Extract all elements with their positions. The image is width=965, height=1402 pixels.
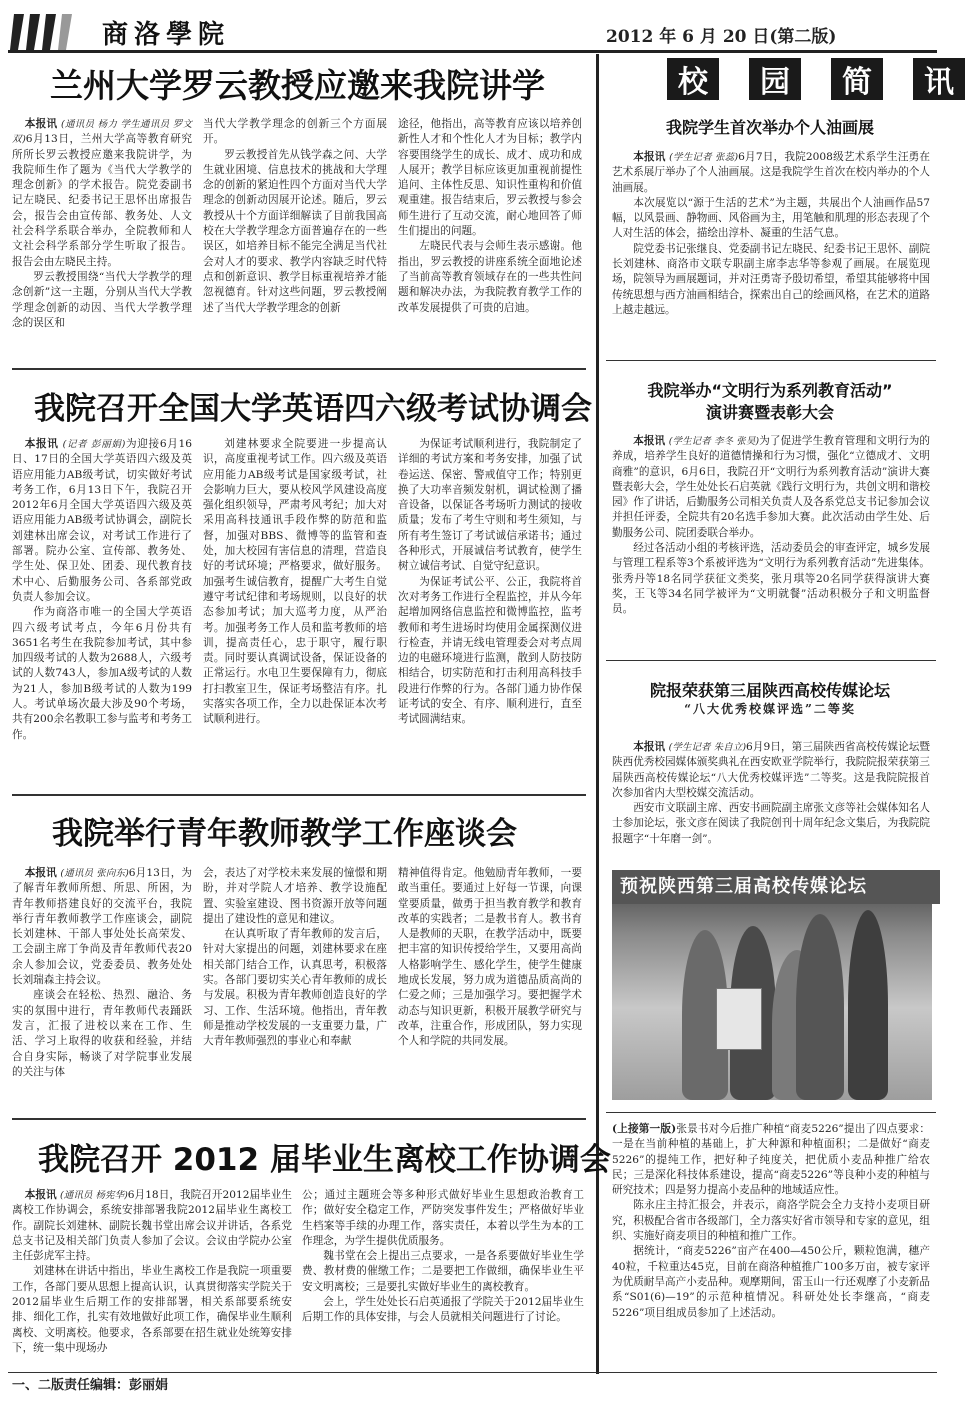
photo-person — [848, 910, 888, 1100]
article3-para: 在认真听取了青年教师的发言后，针对大家提出的问题，刘建林要求在座相关部门结合工作，认真思考，积极落实。各部门要切实关心青年教师的成长与发展。积极为青年教师创造良好的学习、工作、生活环境。他指出，青年教师是推动学校发展的一支重要力量，广大青年教师强烈的事业心和奉献 — [203, 928, 387, 1048]
box-title-char: 简 — [831, 58, 883, 100]
article2-para: 为保证考试顺利进行，我院制定了详细的考试方案和考务安排，加强了试卷运送、保密、警戒值守工作；特别更换了大功率音频发射机，调试检测了播音设备，以保证各考场听力测试的接收质量；发布了考生守则和考生须知，与所有考生签订了考试诚信承诺书；通过各种形式，开展诚信考试教育，使学生树立诚信考试、自觉守纪意识。 — [398, 438, 582, 573]
certificate — [716, 988, 762, 1050]
article4-col1 — [12, 1188, 292, 1364]
article1-para: 左晓民代表与会师生表示感谢。他指出，罗云教授的讲座系统全面地论述了当前高等教育领域存在的一些共性问题和解决办法，为我院教育教学工作的改革发展提供了可贵的启迪。 — [398, 240, 582, 314]
sidebar-item2-body — [612, 434, 930, 649]
article2-title: 我院召开全国大学英语四六级考试协调会 — [34, 391, 592, 427]
sidebar-item3-para: 6月9日，第三届陕西省高校传媒论坛暨陕西优秀校园媒体颁奖典礼在西安欧亚学院举行，我院院报荣获第三届陕西高校传媒论坛“八大优秀校媒评选”二等奖。这是我院院报首次参加省内大型校媒交流活动。 — [612, 741, 931, 799]
sidebar-item2-byline: (学生记者 李冬 张昊) — [668, 436, 760, 447]
section-rule — [12, 794, 586, 796]
article4-title: 我院召开 2012 届毕业生离校工作协调会 — [38, 1142, 611, 1178]
masthead-stripes-logo — [10, 14, 80, 50]
article3-kicker: 本报讯 — [24, 867, 57, 879]
article1-para: 当代大学教学理念的创新三个方面展开。 — [203, 118, 387, 146]
sidebar-item4-para: 张景书对今后推广种植“商麦5226”提出了四点要求：一是在当前种植的基础上，扩大种源和种植面积；二是做好“商麦5226”的提纯工作，把好种子纯度关，把优质小麦品种推广给农民；三是深化科技体系建设，提高“商麦5226”等良种小麦的种植与研究技术；四是努力提高小麦品种的地域适应性。 — [612, 1123, 930, 1197]
bottom-rule — [8, 1372, 937, 1373]
article3-col1 — [12, 866, 192, 1106]
article4-para: 会上，学生处处长石启英通报了学院关于2012届毕业生后期工作的具体安排，与会人员就相关问题进行了讨论。 — [302, 1296, 584, 1324]
article4-byline: (通讯员 杨宪华) — [60, 1190, 128, 1201]
article4-kicker: 本报讯 — [24, 1189, 57, 1201]
article1-title: 兰州大学罗云教授应邀来我院讲学 — [50, 66, 545, 105]
issue-date: 2012 年 6 月 20 日(第二版) — [606, 27, 837, 47]
sidebar-item1-byline: (学生记者 张蕊) — [669, 152, 739, 163]
sidebar-item3-subtitle: “八大优秀校媒评选”二等奖 — [684, 702, 856, 716]
article2-para: 刘建林要求全院要进一步提高认识，高度重视考试工作。四六级及英语应用能力AB级考试是国家级考试，社会影响力巨大，要从校风学风建设高度强化组织领导，严肃考风考纪；加大对采用高科技通讯手段作弊的防范和监督，加强对BBS、微博等的监管和查处，加大校园有害信息的清理，营造良好的考试环境；严格要求，做好服务。加强考生诚信教育，提醒广大考生自觉遵守考试纪律和考场规则，以良好的状态参加考试；加大巡考力度，从严治考。加强考务工作人员和监考教师的培训，提高责任心，忠于职守，履行职责。同时要认真调试设备，保证设备的正常运行。水电卫生要保障有力，彻底打扫教室卫生，保证考场整洁有序。扎实落实各项工作，全力以赴保证本次考试顺利进行。 — [203, 438, 387, 726]
sidebar-item2-title-line2: 演讲赛暨表彰大会 — [705, 403, 834, 422]
article3-para: 精神值得肯定。他勉励青年教师，一要敢当重任。要通过上好每一节课，向课堂要质量，做勇于担当教育教学和教育改革的实践者；二是教书育人。教书育人是教师的天职，在教学活动中，既要把丰富的知识传授给学生，又要用高尚人格影响学生、感化学生，使学生健康地成长发展，努力成为道德品质高尚的仁爱之师；三是加强学习。要把握学术动态与知识更新，积极开展教学研究与改革，注重合作，形成团队，努力实现个人和学院的共同发展。 — [398, 867, 582, 1048]
sidebar-item1-title: 我院学生首次举办个人油画展 — [665, 118, 874, 137]
article3-col2 — [203, 866, 387, 1106]
campus-news-box-title — [667, 58, 965, 100]
sidebar-item3-title: 院报荣获第三届陕西高校传媒论坛 — [649, 681, 890, 700]
photo-person — [796, 914, 844, 1100]
article1-para: 罗云教授围绕“当代大学教学的理念创新”这一主题，分别从当代大学教学理念创新的动因、当代大学教学理念的误区和 — [12, 270, 192, 329]
sidebar-item2-para: 为了促进学生教育管理和文明行为的养成，培养学生良好的道德情操和行为习惯，强化“立德成才、文明商雅”的意识，6月6日，我院召开“文明行为系列教育活动”演讲大赛暨表彰大会，学生处处长石启英就《践行文明行为，共创文明和谐校园》作了讲话，后勤服务公司相关负责人及各系党总支书记参加会议并担任评委，全院共有20名选手参加大赛。此次活动由学生处、后勤服务公司、院团委联合举办。 — [612, 435, 931, 539]
sidebar-item1-para: 6月7日，我院2008级艺术系学生汪勇在艺术系展厅举办了个人油画展。这是我院学生首次在校内举办的个人油画展。 — [612, 151, 930, 194]
masthead-name: 商洛學院 — [102, 20, 231, 50]
photo-banner-text: 预祝陕西第三届高校传媒论坛 — [612, 870, 940, 904]
article3-byline: (通讯员 张向东) — [60, 868, 129, 879]
article2-byline: (记者 彭丽娟) — [62, 439, 126, 450]
article4-para: 魏书堂在会上提出三点要求，一是各系要做好毕业生学费、教材费的催缴工作；二是要把工作做细，确保毕业生平安文明离校；三是要扎实做好毕业生的离校教育。 — [302, 1250, 584, 1293]
article2-para: 为保证考试公平、公正，我院将首次对考务工作进行全程监控，并从今年起增加网络信息监控和微博监控，监考教师和考生进场时均使用金属探测仪进行检查，并请无线电管理委会对考点周边的电磁环境进行监测，散到人防技防相结合，切实防范和打击利用高科技手段进行作弊的行为。各部门通力协作保证考试的安全、有序、顺利进行，直至考试圆满结束。 — [398, 575, 582, 726]
sidebar-item2-para: 经过各活动小组的考核评选，活动委员会的审查评定，城乡发展与管理工程系等3个系被评选为“文明行为系列教育活动”先进集体。张秀丹等18名同学获征文类奖，张月琪等20名同学获得演讲大赛奖，王飞等34名同学被评为“文明就餐”活动积极分子和文明监督员。 — [612, 542, 930, 616]
section-rule — [606, 1112, 936, 1113]
sidebar-item3-para: 西安市文联副主席、西安书画院副主席张文彦等社会媒体知名人士参加论坛，张文彦在阅读了我院创刊十周年纪念文集后，为我院院报题字“十年磨一剑”。 — [612, 802, 930, 845]
section-rule — [12, 1118, 586, 1120]
sidebar-item4-body — [612, 1122, 930, 1362]
box-title-char: 讯 — [913, 58, 965, 100]
sidebar-item1-kicker: 本报讯 — [633, 151, 666, 163]
box-title-char: 校 — [667, 58, 719, 100]
article2-kicker: 本报讯 — [24, 438, 59, 450]
article4-col2 — [302, 1188, 584, 1364]
section-rule — [12, 368, 586, 370]
top-rule — [8, 50, 937, 53]
section-rule — [606, 660, 936, 661]
article3-para: 座谈会在轻松、热烈、融洽、务实的氛围中进行，青年教师代表踊跃发言，汇报了进校以来在工作、生活、学习上取得的收获和经验，并结合自身实际，畅谈了对学院事业发展的关注与体 — [12, 989, 192, 1078]
article4-para: 公；通过主题班会等多种形式做好毕业生思想政治教育工作；做好安全稳定工作，严防突发事件发生；严格做好毕业生档案等手续的办理工作，落实责任，本着以学生为本的工作理念，为学生提供优质服务。 — [302, 1189, 584, 1247]
sidebar-item4-para: 陈永庄主持汇报会，并表示，商洛学院会全力支持小麦项目研究，积极配合省市各级部门，全力落实好省市领导和专家的意见，组织、实施好商麦项目的种植和推广工作。 — [612, 1199, 930, 1243]
box-title-char: 园 — [749, 58, 801, 100]
article2-col3 — [398, 437, 582, 777]
sidebar-item2-title: 我院举办“文明行为系列教育活动” — [647, 381, 893, 400]
article3-col3 — [398, 866, 582, 1106]
article4-para: 刘建林在讲话中指出，毕业生离校工作是我院一项重要工作，各部门要从思想上提高认识，认真贯彻落实学院关于2012届毕业生后期工作的安排部署，相关系部要系统安排、细化工作，扎实有效地做好此项工作，确保毕业生顺利离校、文明离校。他要求，各系部要在招生就业处统筹安排下，统一集中现场办 — [12, 1265, 292, 1354]
article1-para: 6月13日，兰州大学高等教育研究所所长罗云教授应邀来我院讲学，为我院师生作了题为《当代大学教学的理念创新》的学术报告。院党委副书记左晓民、纪委书记王思怀出席报告会，报告会由宣传部、教务处、人文社会科学系联合举办，全院教师和人文社会科学系部分学生听取了报告。报告会由左晓民主持。 — [12, 133, 192, 268]
sidebar-item1-para: 院党委书记张继良、党委副书记左晓民、纪委书记王思怀、副院长刘建林、商洛市文联专职副主席李志华等参观了画展。在展览现场，院领导为画展题词，并对汪勇寄予殷切希望，希望其能够将中国传统思想与西方油画相结合，探索出自己的绘画风格，在艺术的道路上越走越远。 — [612, 242, 930, 316]
article2-col2 — [203, 437, 387, 777]
sidebar-item2-kicker: 本报讯 — [633, 435, 666, 447]
article3-title: 我院举行青年教师教学工作座谈会 — [52, 816, 517, 852]
sidebar-item4-para: 据统计，“商麦5226”亩产在400—450公斤，颗粒饱满，穗产40粒，千粒重达45克，目前在商洛种植推广100多万亩，被专家评为优质耐旱高产小麦品种。观摩期间，雷玉山一行还观摩了小麦新品系“S01(6)—19”的示范种植情况。科研处处长李继高，“商麦5226”项目组成员参加了上述活动。 — [612, 1245, 930, 1319]
article1-kicker: 本报讯 — [24, 118, 58, 130]
article3-para: 会，表达了对学校未来发展的憧憬和期盼，并对学院人才培养、教学设施配置、实验室建设、图书资源开放等问题提出了建设性的意见和建议。 — [203, 867, 387, 925]
footer-editor: 一、二版责任编辑：彭丽娟 — [12, 1378, 169, 1393]
article1-col1 — [12, 117, 192, 362]
section-rule — [606, 360, 936, 361]
article2-para: 作为商洛市唯一的全国大学英语四六级考试考点，今年6月份共有3651名考生在我院参加考试，其中参加四级考试的人数为2688人，六级考试的人数743人，参加A级考试的人数为21人，参加B级考试的人数为199人。考试单场次最大涉及90个考场，共有200余名教职工参与监考和考务工作。 — [12, 606, 192, 741]
sidebar-item3-kicker: 本报讯 — [633, 741, 666, 753]
article3-para: 6月13日，为了解青年教师所想、所思、所困，为青年教师搭建良好的交流平台，我院举行青年教师教学工作座谈会，副院长刘建林、干部人事处处长高荣发、工会副主席丁争尚及青年教师代表20余人参加会议，党委委员、教务处处长刘瑞森主持会议。 — [12, 867, 193, 987]
article1-para: 途径，他指出，高等教育应该以培养创新性人才和个性化人才为目标；教学内容要围绕学生的成长、成才、成功和成人展开；教学目标应该更加重视前提性追问、主体性反思、知识性重构和价值观重建。报告结束后，罗云教授与参会师生进行了互动交流，耐心地回答了师生们提出的问题。 — [398, 118, 582, 238]
article1-para: 罗云教授首先从钱学森之问、大学生就业困境、信息技术的挑战和大学理念的创新的紧迫性四个方面对当代大学理念的创新动因展开论述。随后，罗云教授从十个方面详细解读了目前我国高校在大学教学理念方面普遍存在的一些误区，如培养目标不能完全满足当代社会对人才的要求、教学内容缺乏时代特点和创新意识、教学目标重视培养才能忽视德育。针对这些问题，罗云教授阐述了当代大学教学理念的创新 — [203, 148, 387, 314]
sidebar-item4-kicker: (上接第一版) — [612, 1123, 677, 1135]
article2-col1 — [12, 437, 192, 777]
article1-col2 — [203, 117, 387, 362]
sidebar-item1-para: 本次展览以“源于生活的艺术”为主题，共展出个人油画作品57幅，以风景画、静物画、风俗画为主，用笔触和肌理的形态表现了个人对生活的体会，描绘出淳朴、凝重的生活气息。 — [612, 196, 930, 240]
sidebar-item1-body — [612, 150, 930, 365]
sidebar-item3-byline: (学生记者 朱自立) — [668, 742, 747, 753]
article2-para: 为迎接6月16日、17日的全国大学英语四六级及英语应用能力AB级考试，切实做好考试考务工作，6月13日下午，我院召开2012年6月全国大学英语四六级及英语应用能力AB级考试协调会，副院长刘建林出席会议，对考试工作进行了部署。院办公室、宣传部、教务处、学生处、保卫处、团委、现代教育技术中心、后勤服务公司、各系部党政负责人参加会议。 — [12, 438, 192, 603]
article4-para: 6月18日，我院召开2012届毕业生离校工作协调会，系统安排部署我院2012届毕业生离校工作。副院长刘建林、副院长魏书堂出席会议并讲话，各系党总支书记及相关部门负责人参加了会议。会议由学院办公室主任彭虎军主持。 — [12, 1189, 292, 1263]
sidebar-item3-body — [612, 740, 930, 855]
article1-byline: (通讯员 杨力 学生通讯员 罗文双) — [12, 119, 192, 146]
forum-group-photo — [612, 870, 932, 1100]
article1-col3 — [398, 117, 582, 362]
